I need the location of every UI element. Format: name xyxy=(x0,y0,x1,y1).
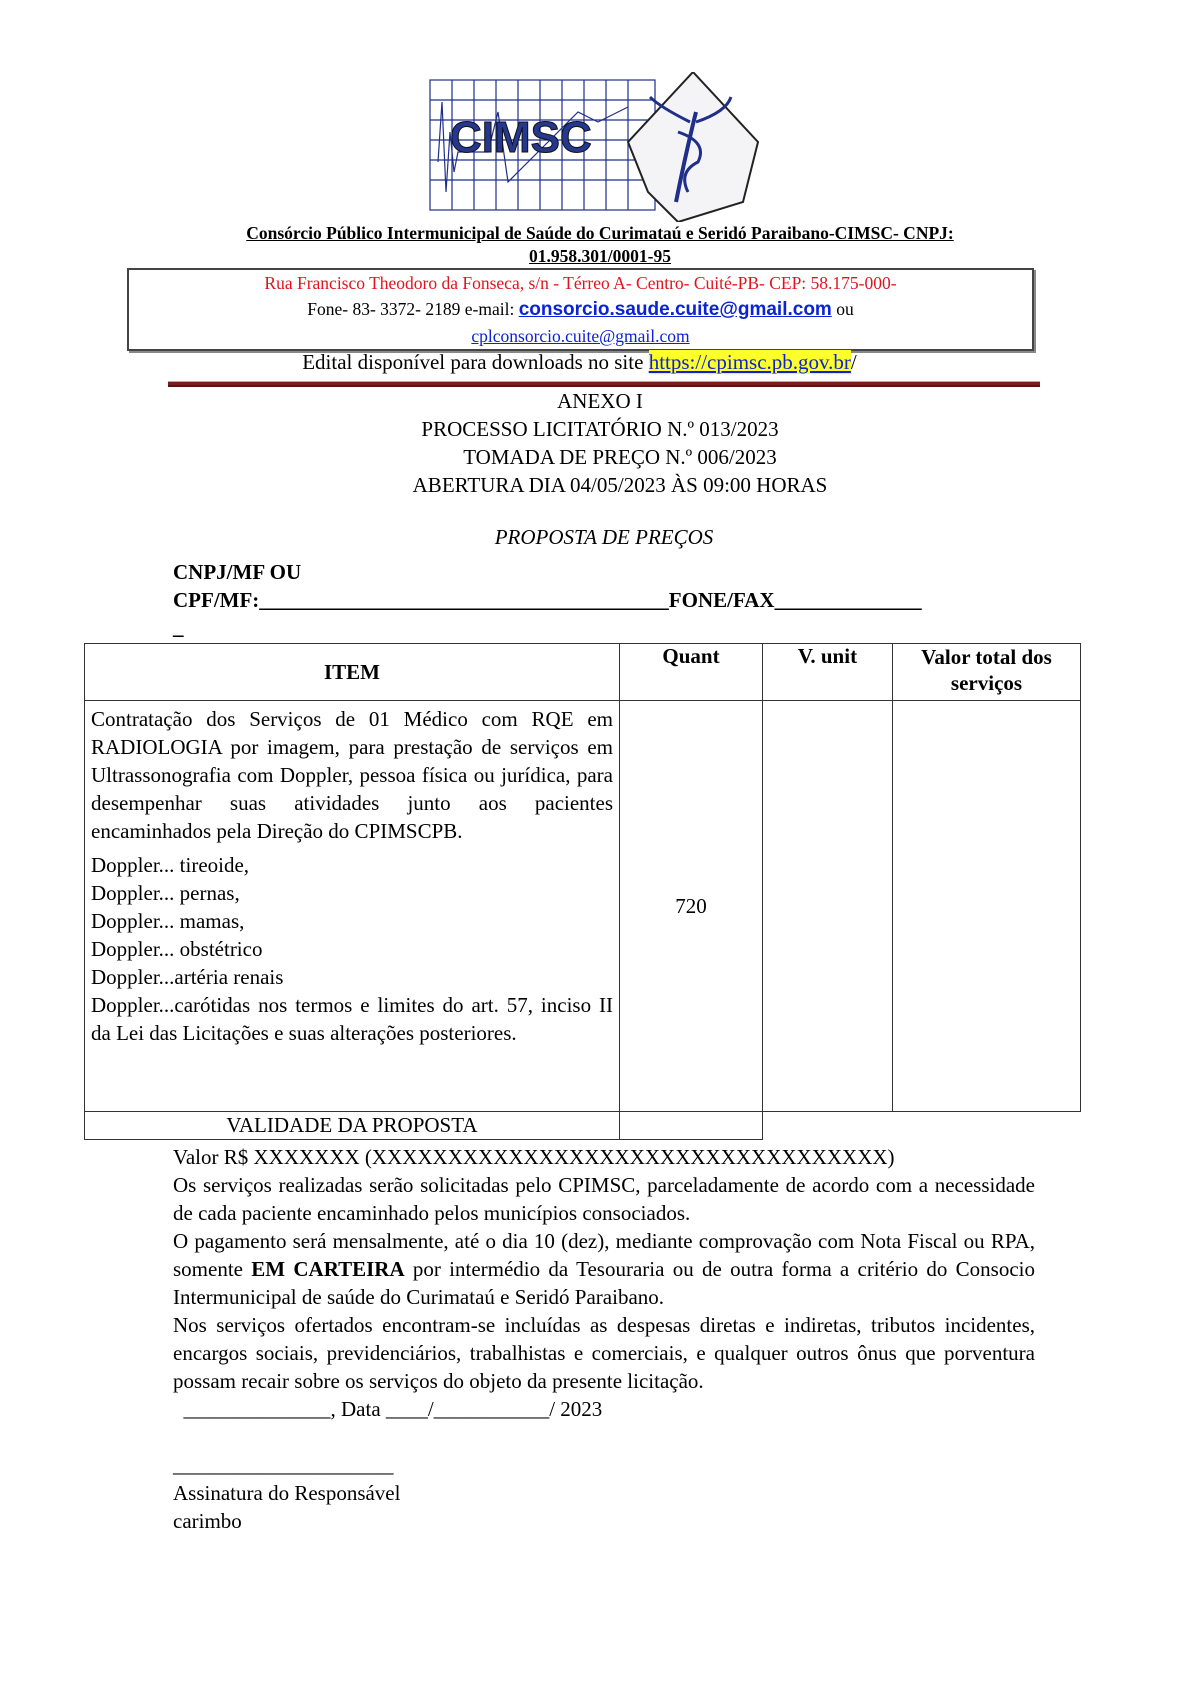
phone-text: Fone- 83- 3372- 2189 e-mail: xyxy=(307,299,515,319)
quant-value: 720 xyxy=(620,701,763,1112)
vunit-cell[interactable] xyxy=(763,701,893,1112)
paragraph-costs: Nos serviços ofertados encontram-se incluídas as despesas diretas e indiretas, tributos incidentes, encargos sociais, previdenciários, trabalhistas e comerciais, e qualquer outros ônus que porventura possam recair sobre os serviços do objeto da presente licitação. xyxy=(173,1313,1035,1393)
cnpj-label: CNPJ/MF OU xyxy=(173,560,302,584)
total-cell[interactable] xyxy=(893,701,1081,1112)
cpf-fone-field[interactable]: CPF/MF:_______________________________________FONE/FAX______________ xyxy=(173,588,922,612)
date-line[interactable]: ______________, Data ____/___________/ 2023 xyxy=(173,1397,603,1421)
payment-text: por intermédio da Tesouraria ou de outra forma a critério do Consocio Intermunicipal de saúde do Curimataú e Seridó Paraibano. xyxy=(173,1257,1036,1309)
price-table xyxy=(84,643,1081,1140)
slash: / xyxy=(850,350,857,374)
opening-date: ABERTURA DIA 04/05/2023 ÀS 09:00 HORAS xyxy=(412,473,828,497)
site-link[interactable]: https://cpimsc.pb.gov.br xyxy=(648,350,851,374)
header-quant: Quant xyxy=(620,644,763,701)
edital-text: Edital disponível para downloads no site xyxy=(302,350,644,374)
item-list-entry: Doppler... pernas, xyxy=(91,881,240,905)
table-row xyxy=(85,701,1081,1112)
email-link-primary[interactable]: consorcio.saude.cuite@gmail.com xyxy=(518,299,832,320)
organization-header xyxy=(150,222,1050,268)
svg-text:CIMSC: CIMSC xyxy=(450,113,592,162)
header-total: Valor total dos serviços xyxy=(893,644,1081,701)
org-cnpj: 01.958.301/0001-95 xyxy=(529,246,671,266)
header-item: ITEM xyxy=(85,644,620,701)
stamp-label: carimbo xyxy=(173,1509,242,1533)
item-list-entry: Doppler... obstétrico xyxy=(91,937,263,961)
org-name: Consórcio Público Intermunicipal de Saúde do Curimataú e Seridó Paraibano-CIMSC- CNPJ: xyxy=(246,223,954,243)
item-list-entry: Doppler... tireoide, xyxy=(91,853,250,877)
item-tail-text: Doppler...carótidas nos termos e limites do art. 57, inciso II da Lei das Licitações e suas alterações posteriores. xyxy=(91,993,613,1045)
payment-emphasis: EM CARTEIRA xyxy=(251,1257,405,1281)
cimsc-logo xyxy=(428,72,788,222)
validity-label: VALIDADE DA PROPOSTA xyxy=(85,1112,620,1140)
payment-text: O pagamento será mensalmente, até o dia 10 (dez), mediante comprovação com Nota Fiscal ou RPA, somente xyxy=(173,1229,1035,1281)
header-divider xyxy=(168,381,1040,387)
address-street: Rua Francisco Theodoro da Fonseca, s/n - Térreo A- Centro- Cuité-PB- CEP: 58.175-000- xyxy=(264,273,897,293)
valor-line: Valor R$ XXXXXXX (XXXXXXXXXXXXXXXXXXXXXXXXXXXXXXXXXX) xyxy=(173,1145,895,1169)
paragraph-services: Os serviços realizadas serão solicitadas pelo CPIMSC, parceladamente de acordo com a necessidade de cada paciente encaminhado pelos municípios consociados. xyxy=(173,1173,1035,1225)
signature-label: Assinatura do Responsável xyxy=(173,1481,401,1505)
item-description xyxy=(85,701,620,1112)
address-box xyxy=(127,268,1034,351)
body-text xyxy=(173,1143,1035,1535)
signature-line[interactable]: _____________________ xyxy=(173,1453,394,1477)
validity-row xyxy=(85,1112,1081,1140)
email-link-secondary[interactable]: cplconsorcio.cuite@gmail.com xyxy=(471,326,690,346)
validity-cell[interactable] xyxy=(620,1112,763,1140)
empty-cell xyxy=(763,1112,893,1140)
item-list-entry: Doppler...artéria renais xyxy=(91,965,284,989)
proposal-title: PROPOSTA DE PREÇOS xyxy=(494,525,714,549)
field-continuation: _ xyxy=(173,615,184,639)
header-vunit: V. unit xyxy=(763,644,893,701)
table-header-row xyxy=(85,644,1081,701)
paragraph-payment xyxy=(173,1227,1035,1311)
tomada-number: TOMADA DE PREÇO N.º 006/2023 xyxy=(463,445,777,469)
process-number: PROCESSO LICITATÓRIO N.º 013/2023 xyxy=(421,417,779,441)
annex-title: ANEXO I xyxy=(557,389,643,413)
edital-notice xyxy=(127,350,1032,375)
item-list-entry: Doppler... mamas, xyxy=(91,909,245,933)
or-text: ou xyxy=(836,299,854,319)
empty-cell xyxy=(893,1112,1081,1140)
item-desc-text: Contratação dos Serviços de 01 Médico com RQE em RADIOLOGIA por imagem, para prestação de serviços em Ultrassonografia com Doppler, pessoa física ou jurídica, para desempenhar suas atividades junto aos pacientes encaminhados pela Direção do CPIMSCPB. xyxy=(91,707,613,843)
